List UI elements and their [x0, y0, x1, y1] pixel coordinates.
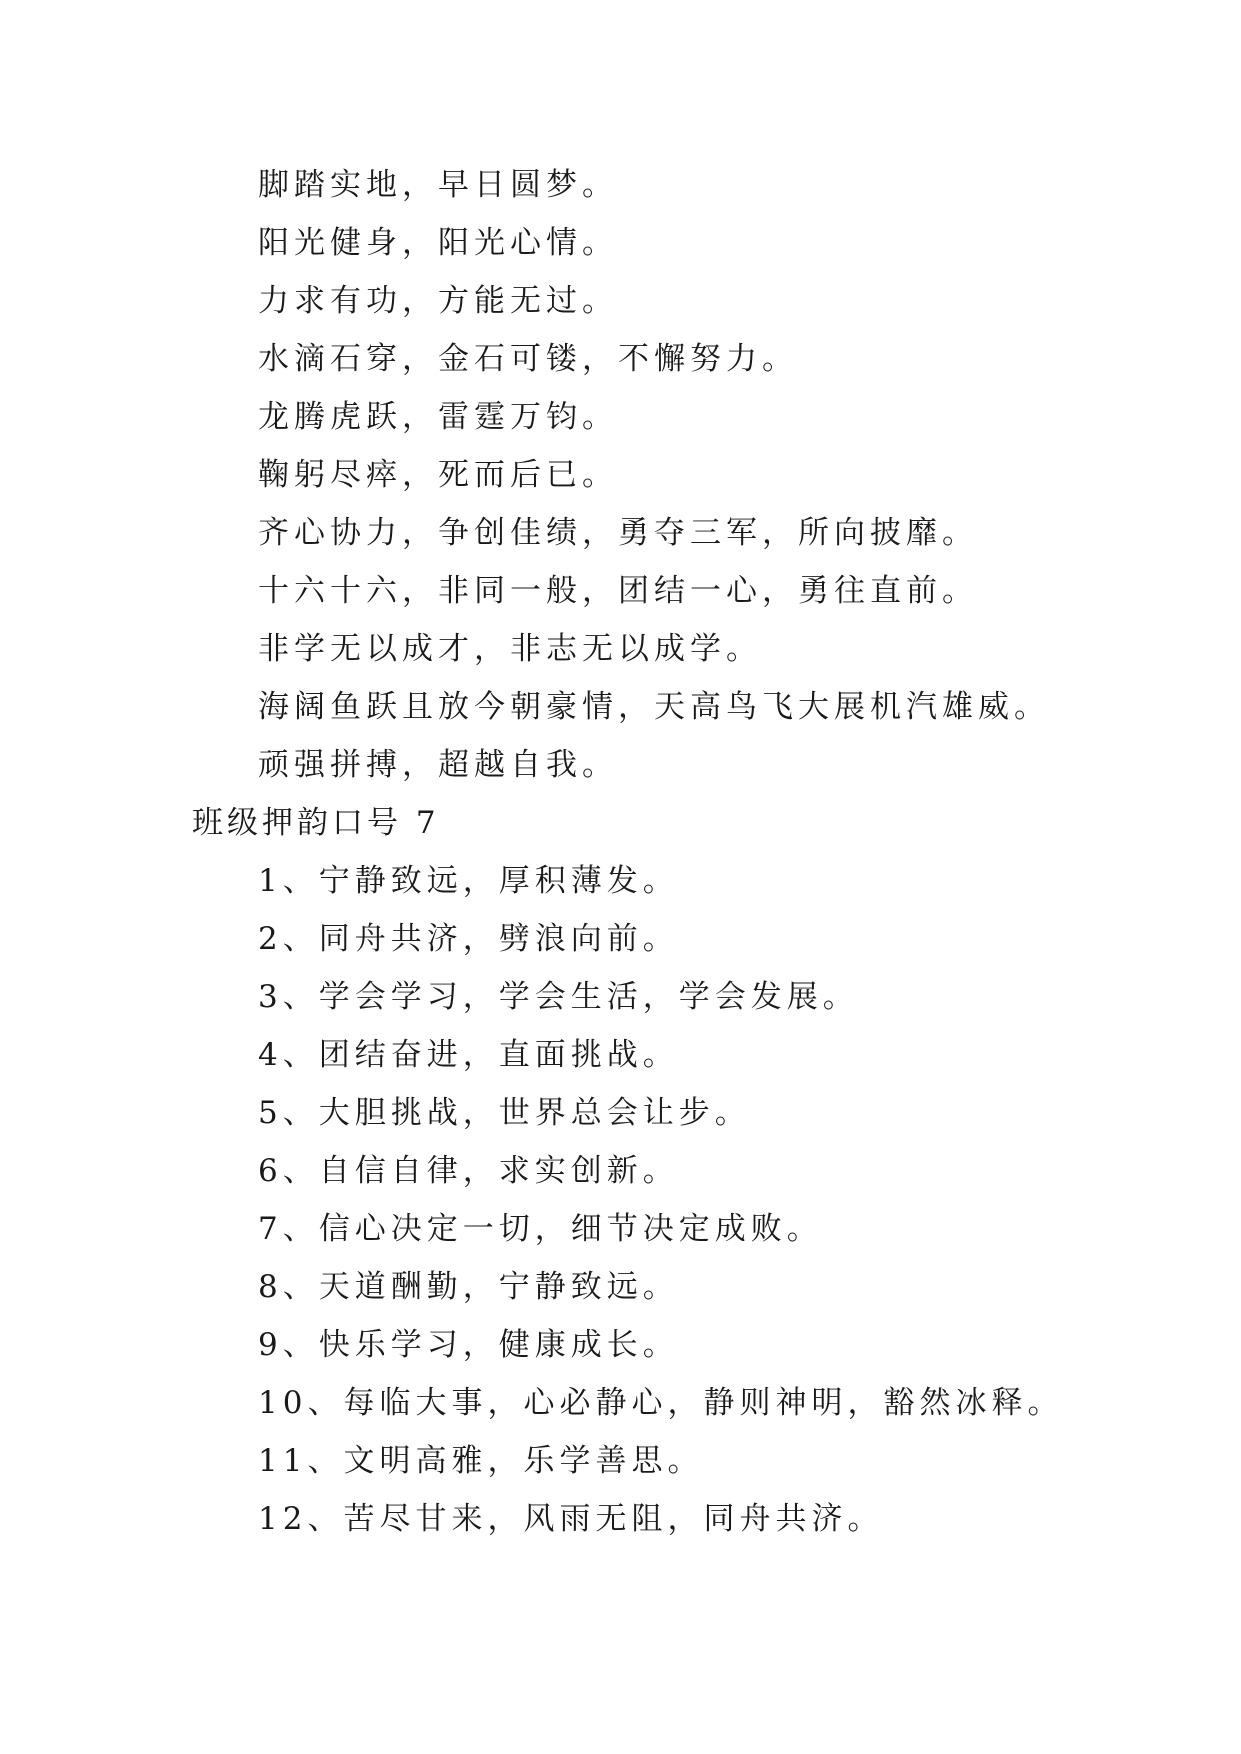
slogan-line: 力求有功，方能无过。	[258, 283, 618, 319]
slogan-line: 非学无以成才，非志无以成学。	[258, 631, 762, 667]
numbered-slogan: 12、苦尽甘来，风雨无阻，同舟共济。	[258, 1501, 884, 1537]
numbered-slogan: 5、大胆挑战，世界总会让步。	[258, 1095, 751, 1131]
numbered-slogan: 3、学会学习，学会生活，学会发展。	[258, 979, 859, 1015]
slogan-line: 鞠躬尽瘁，死而后已。	[258, 457, 618, 493]
numbered-slogan: 1、宁静致远，厚积薄发。	[258, 863, 679, 899]
numbered-slogan: 9、快乐学习，健康成长。	[258, 1327, 679, 1363]
numbered-slogan: 11、文明高雅，乐学善思。	[258, 1443, 704, 1479]
numbered-slogan: 4、团结奋进，直面挑战。	[258, 1037, 679, 1073]
slogan-line: 顽强拼搏，超越自我。	[258, 747, 618, 783]
slogan-line: 阳光健身，阳光心情。	[258, 225, 618, 261]
numbered-slogan: 6、自信自律，求实创新。	[258, 1153, 679, 1189]
numbered-slogan: 7、信心决定一切，细节决定成败。	[258, 1211, 823, 1247]
slogan-line: 水滴石穿，金石可镂，不懈努力。	[258, 341, 798, 377]
numbered-slogan: 2、同舟共济，劈浪向前。	[258, 921, 679, 957]
numbered-slogan: 10、每临大事，心必静心，静则神明，豁然冰释。	[258, 1385, 1064, 1421]
slogan-line: 脚踏实地，早日圆梦。	[258, 167, 618, 203]
slogan-line: 龙腾虎跃，雷霆万钧。	[258, 399, 618, 435]
slogan-line: 齐心协力，争创佳绩，勇夺三军，所向披靡。	[258, 515, 978, 551]
slogan-line: 十六十六，非同一般，团结一心，勇往直前。	[258, 573, 978, 609]
slogan-line: 海阔鱼跃且放今朝豪情，天高鸟飞大展机汽雄威。	[258, 689, 1050, 725]
section-heading: 班级押韵口号 7	[192, 805, 440, 841]
numbered-slogan: 8、天道酬勤，宁静致远。	[258, 1269, 679, 1305]
